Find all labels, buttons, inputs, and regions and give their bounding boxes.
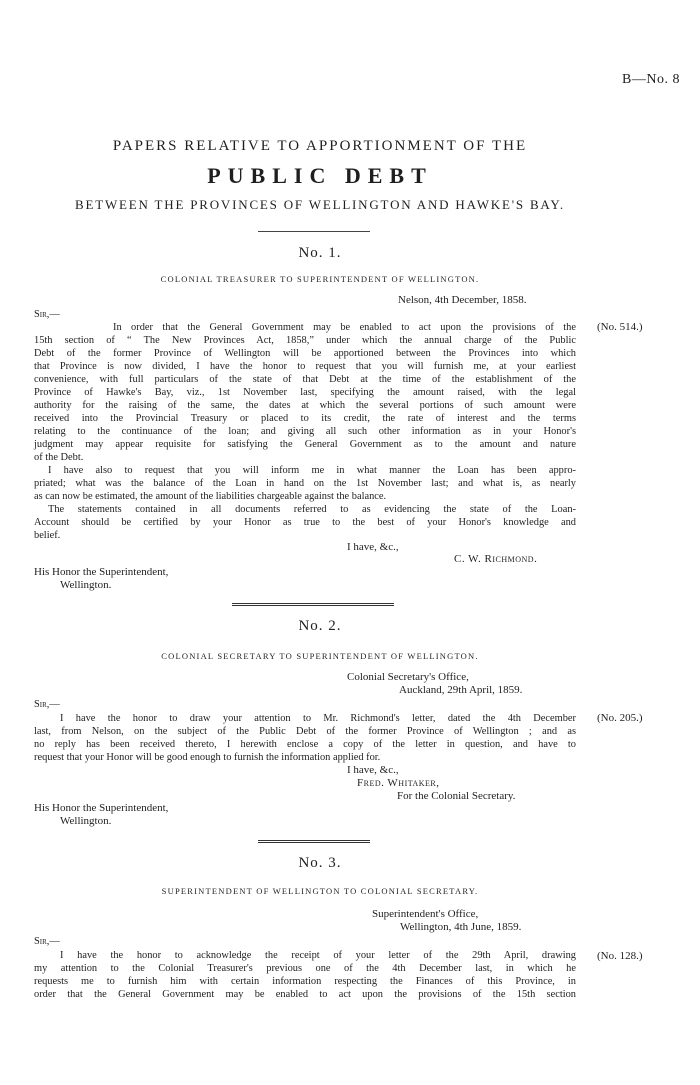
letter-salutation: Sir,— [34, 699, 60, 710]
letter-signature: For the Colonial Secretary. [397, 790, 516, 802]
letter-place-date: Wellington, 4th June, 1859. [400, 921, 522, 933]
body-line: belief. [34, 530, 61, 541]
body-line: convenience, with full particulars of the state of that Debt at the time of the establishment of the [34, 374, 576, 385]
letter-place-date: Auckland, 29th April, 1859. [399, 684, 523, 696]
margin-reference: (No. 128.) [597, 950, 643, 962]
document-title-main: PUBLIC DEBT [207, 163, 433, 188]
body-line: The statements contained in all documents referred to as evidencing the state of the Loan- [48, 504, 576, 515]
document-title-line-1: PAPERS RELATIVE TO APPORTIONMENT OF THE [112, 138, 528, 154]
body-line: request that your Honor will be good enough to furnish the information applied for. [34, 752, 381, 763]
letter-caption: COLONIAL SECRETARY TO SUPERINTENDENT OF WELLINGTON. [161, 651, 479, 661]
title-divider [258, 231, 370, 232]
body-line: of the Debt. [34, 452, 84, 463]
margin-reference: (No. 205.) [597, 712, 643, 724]
body-line: requests me to furnish him with certain information respecting the Finances of this Province, in [34, 976, 576, 987]
body-line: judgment may appear requisite for satisfying the General Government as to the amount and nature [34, 439, 576, 450]
body-line: relating to the continuance of the loan; and giving all such other information as in your Honor's [34, 426, 576, 437]
body-line: my attention to the Colonial Treasurer's previous one of the 4th December last, in which he [34, 963, 576, 974]
letter-signature: Fred. Whitaker, [357, 777, 440, 789]
section-divider [258, 840, 370, 843]
body-line: authority for the raising of the same, the dates at which the several portions of such amount were [34, 400, 576, 411]
body-line: Province of Hawke's Bay, viz., 1st November last, specifying the amount raised, with the legal [34, 387, 576, 398]
letter-caption: COLONIAL TREASURER TO SUPERINTENDENT OF WELLINGTON. [160, 274, 480, 284]
body-line: as can now be estimated, the amount of the liabilities chargeable against the balance. [34, 491, 387, 502]
addressee-line: Wellington. [60, 815, 112, 827]
addressee-line: Wellington. [60, 579, 112, 591]
body-line: that Province is now divided, I have the honor to request that you will furnish me, at your earliest [34, 361, 576, 372]
letter-number: No. 1. [298, 245, 342, 261]
body-line: I have the honor to acknowledge the receipt of your letter of the 29th April, drawing [60, 950, 576, 961]
body-line: In order that the General Government may be enabled to act upon the provisions of the [113, 322, 576, 333]
body-line: order that the General Government may be enabled to act upon the provisions of the 15th section [34, 989, 576, 1000]
body-line: received into the Provincial Treasury or placed to its credit, the rate of interest and the terms [34, 413, 576, 424]
page-reference: B—No. 8 [622, 72, 680, 87]
section-divider [232, 603, 394, 606]
letter-place-date: Colonial Secretary's Office, [347, 671, 469, 683]
letter-number: No. 3. [298, 855, 342, 871]
letter-salutation: Sir,— [34, 936, 60, 947]
body-line: priated; what was the balance of the Loan in hand on the 1st November last; and what is, as nearly [34, 478, 576, 489]
body-line: 15th section of “ The New Provinces Act, 1858,” under which the annual charge of the Public [34, 335, 576, 346]
letter-closing: I have, &c., [347, 541, 399, 553]
body-line: Account should be certified by your Honor as true to the best of your Honor's knowledge and [34, 517, 576, 528]
body-line: I have the honor to draw your attention to Mr. Richmond's letter, dated the 4th December [60, 713, 576, 724]
letter-closing: I have, &c., [347, 764, 399, 776]
body-line: Debt of the former Province of Wellington will be apportioned between the Provinces into which [34, 348, 576, 359]
letter-signature: C. W. Richmond. [454, 553, 538, 565]
letter-salutation: Sir,— [34, 309, 60, 320]
letter-place-date: Superintendent's Office, [372, 908, 479, 920]
letter-caption: SUPERINTENDENT OF WELLINGTON TO COLONIAL SECRETARY. [161, 886, 479, 896]
body-line: last, from Nelson, on the subject of the Public Debt of the former Province of Wellington ; and as [34, 726, 576, 737]
body-line: no reply has been received thereto, I herewith enclose a copy of the letter in question, and have to [34, 739, 576, 750]
addressee-line: His Honor the Superintendent, [34, 802, 169, 814]
margin-reference: (No. 514.) [597, 321, 643, 333]
document-title-line-3: BETWEEN THE PROVINCES OF WELLINGTON AND HAWKE'S BAY. [75, 197, 565, 212]
letter-place-date: Nelson, 4th December, 1858. [398, 294, 527, 306]
addressee-line: His Honor the Superintendent, [34, 566, 169, 578]
body-line: I have also to request that you will inform me in what manner the Loan has been appro- [48, 465, 576, 476]
letter-number: No. 2. [298, 618, 342, 634]
